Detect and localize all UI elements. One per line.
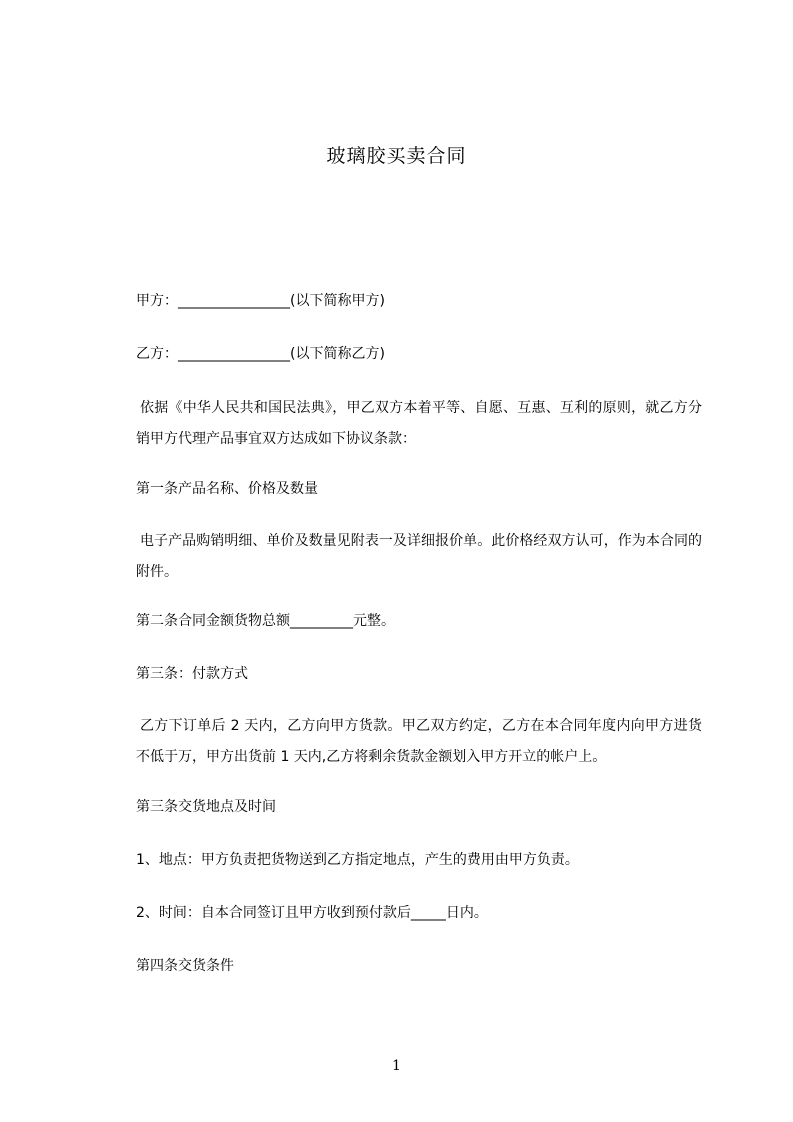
party-b-line: 乙方：________________(以下简称乙方) xyxy=(136,346,385,362)
page-number: 1 xyxy=(392,1058,401,1074)
article-1-heading: 第一条产品名称、价格及数量 xyxy=(136,481,318,497)
location-clause: 1、地点：甲方负责把货物送到乙方指定地点，产生的费用由甲方负责。 xyxy=(136,852,579,868)
article-1-body: 电子产品购销明细、单价及数量见附表一及详细报价单。此价格经双方认可，作为本合同的附件。 xyxy=(136,533,702,580)
article-3-heading: 第三条：付款方式 xyxy=(136,666,248,682)
article-4-heading: 第四条交货条件 xyxy=(136,958,234,974)
party-a-line: 甲方：________________(以下简称甲方) xyxy=(136,293,385,309)
article-3b-heading: 第三条交货地点及时间 xyxy=(136,799,276,815)
article-2-line: 第二条合同金额货物总额_________元整。 xyxy=(136,613,395,629)
time-clause: 2、时间：自本合同签订且甲方收到预付款后_____日内。 xyxy=(136,905,488,921)
preamble-paragraph: 依据《中华人民共和国民法典》，甲乙双方本着平等、自愿、互惠、互利的原则，就乙方分销甲方代理产品事宜双方达成如下协议条款： xyxy=(136,400,702,447)
document-title: 玻璃胶买卖合同 xyxy=(326,145,467,167)
article-3-body: 乙方下订单后 2 天内，乙方向甲方货款。甲乙双方约定，乙方在本合同年度内向甲方进货不低于万，甲方出货前 1 天内,乙方将剩余货款金额划入甲方开立的帐户上。 xyxy=(136,718,702,765)
